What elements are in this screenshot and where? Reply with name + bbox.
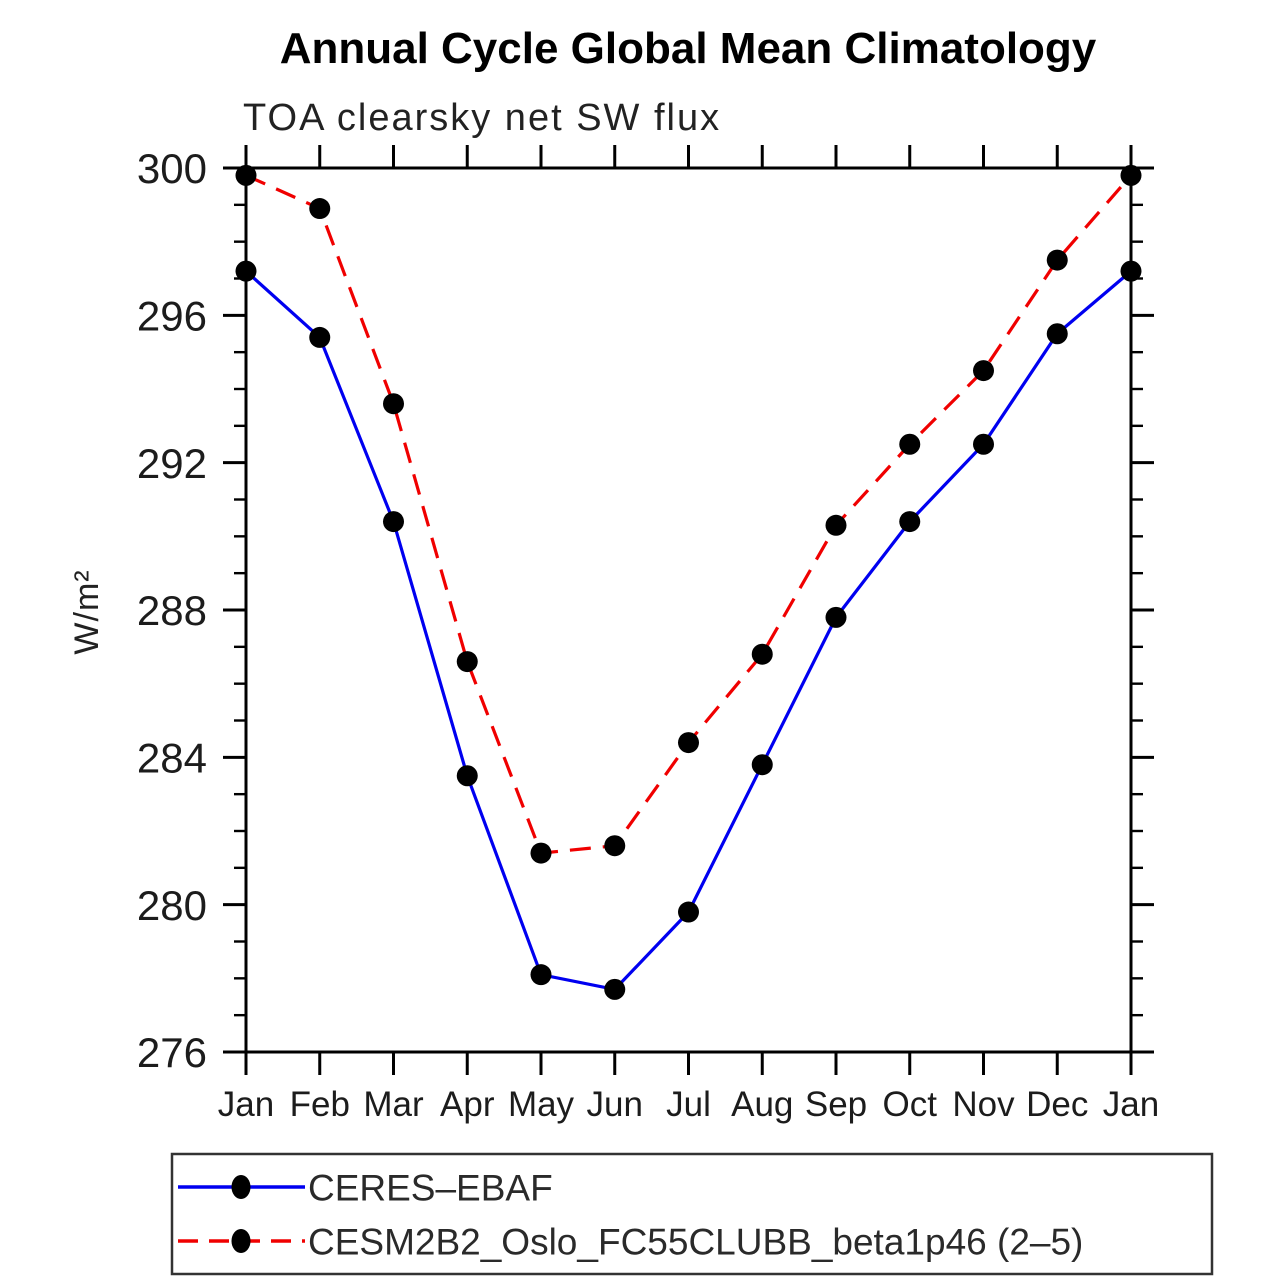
data-point-marker-series-0 [383, 511, 404, 532]
y-axis-label: W/m² [68, 569, 106, 655]
x-tick-label: Feb [289, 1085, 350, 1124]
data-point-marker-series-0 [678, 902, 699, 923]
x-tick-label: Aug [731, 1085, 794, 1124]
x-tick-label: Oct [882, 1085, 937, 1124]
x-tick-label: Mar [363, 1085, 424, 1124]
y-tick-label: 288 [136, 587, 207, 635]
data-point-marker-series-0 [899, 511, 920, 532]
y-tick-label: 276 [136, 1029, 207, 1077]
y-tick-label: 300 [136, 145, 207, 193]
data-point-marker-series-1 [531, 843, 552, 864]
series-group [236, 165, 1142, 1000]
data-point-marker-series-1 [752, 644, 773, 665]
data-point-marker-series-0 [752, 754, 773, 775]
x-tick-label: Dec [1026, 1085, 1089, 1124]
data-point-marker-series-1 [826, 515, 847, 536]
legend-marker-ceres-ebaf [232, 1175, 251, 1199]
chart-subtitle: TOA clearsky net SW flux [243, 97, 722, 139]
data-point-marker-series-0 [309, 327, 330, 348]
data-point-marker-series-0 [973, 434, 994, 455]
legend-label-ceres-ebaf: CERES–EBAF [308, 1167, 553, 1209]
data-point-marker-series-1 [309, 198, 330, 219]
data-point-marker-series-1 [604, 835, 625, 856]
data-point-marker-series-1 [457, 651, 478, 672]
data-point-marker-series-1 [973, 360, 994, 381]
data-point-marker-series-1 [1047, 250, 1068, 271]
data-point-marker-series-1 [678, 732, 699, 753]
x-tick-label: Jan [217, 1085, 275, 1124]
data-point-marker-series-1 [383, 393, 404, 414]
y-tick-label: 292 [136, 439, 207, 487]
data-point-marker-series-0 [457, 765, 478, 786]
x-tick-label: Nov [952, 1085, 1015, 1124]
x-tick-label: Jan [1102, 1085, 1160, 1124]
x-tick-label: Jul [666, 1085, 711, 1124]
chart-title: Annual Cycle Global Mean Climatology [279, 24, 1097, 73]
legend-label-cesm2b2: CESM2B2_Oslo_FC55CLUBB_beta1p46 (2–5) [308, 1221, 1084, 1263]
x-tick-label: Sep [804, 1085, 868, 1124]
legend-marker-cesm2b2 [232, 1229, 251, 1253]
x-tick-label: Jun [586, 1085, 643, 1124]
data-point-marker-series-0 [826, 607, 847, 628]
axes-group [137, 145, 1159, 1124]
y-tick-label: 296 [136, 292, 207, 340]
x-tick-label: Apr [440, 1085, 495, 1124]
series-line-0 [246, 271, 1131, 989]
data-point-marker-series-0 [531, 964, 552, 985]
legend [172, 1154, 1212, 1274]
data-point-marker-series-0 [1047, 323, 1068, 344]
x-tick-label: May [507, 1085, 575, 1124]
data-point-marker-series-0 [604, 979, 625, 1000]
data-point-marker-series-1 [899, 434, 920, 455]
y-tick-label: 280 [136, 881, 207, 929]
y-tick-label: 284 [136, 734, 207, 782]
